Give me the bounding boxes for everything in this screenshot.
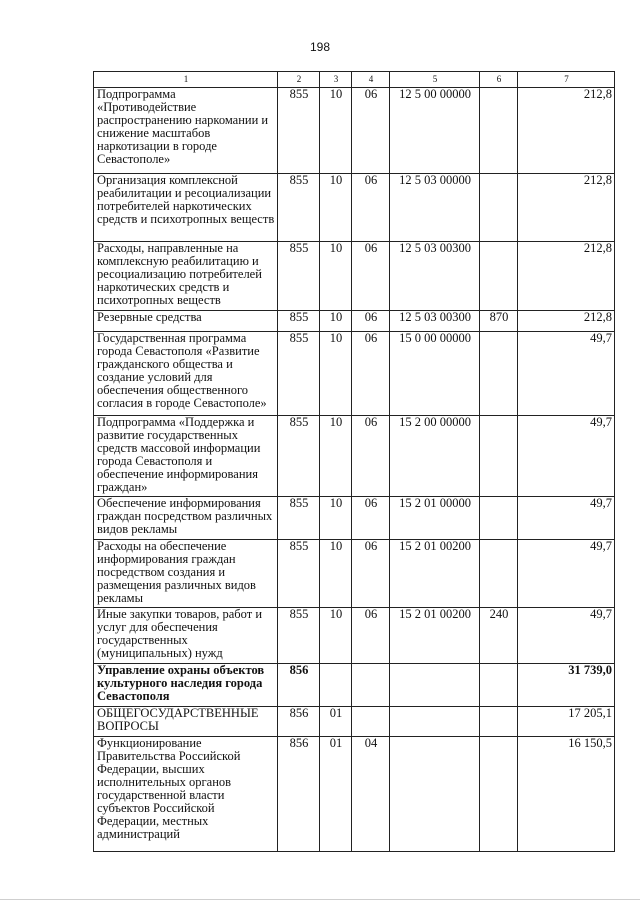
row-expense-type — [480, 416, 518, 497]
row-name: Иные закупки товаров, работ и услуг для обеспечения государственных (муниципальных) нужд — [94, 608, 278, 664]
page-number: 198 — [309, 40, 331, 54]
row-target-article: 12 5 00 00000 — [390, 88, 480, 174]
row-subsection: 06 — [352, 242, 390, 311]
row-target-article — [390, 664, 480, 707]
row-section: 10 — [320, 332, 352, 416]
row-name: Подпрограмма «Противодействие распространению наркомании и снижение масштабов наркотизации в городе Севастополе» — [94, 88, 278, 174]
row-target-article: 12 5 03 00000 — [390, 174, 480, 242]
row-subsection — [352, 664, 390, 707]
table-row — [94, 737, 615, 852]
table-row — [94, 664, 615, 707]
row-section: 01 — [320, 737, 352, 852]
row-name: Управление охраны объектов культурного наследия города Севастополя — [94, 664, 278, 707]
row-expense-type: 870 — [480, 311, 518, 332]
row-admin-code: 856 — [278, 707, 320, 737]
row-amount: 49,7 — [518, 332, 615, 416]
row-subsection: 06 — [352, 416, 390, 497]
row-target-article: 15 2 00 00000 — [390, 416, 480, 497]
row-amount: 49,7 — [518, 540, 615, 608]
row-subsection: 06 — [352, 497, 390, 540]
row-expense-type: 240 — [480, 608, 518, 664]
row-name: Государственная программа города Севастополя «Развитие гражданского общества и создание условий для обеспечения общественного согласия в городе Севастополе» — [94, 332, 278, 416]
row-admin-code: 855 — [278, 540, 320, 608]
table-row — [94, 497, 615, 540]
table-row — [94, 608, 615, 664]
row-admin-code: 855 — [278, 332, 320, 416]
budget-table — [93, 71, 615, 852]
row-name: Расходы на обеспечение информирования граждан посредством создания и размещения различных видов рекламы — [94, 540, 278, 608]
row-subsection — [352, 707, 390, 737]
row-amount: 16 150,5 — [518, 737, 615, 852]
table-row — [94, 88, 615, 174]
row-expense-type — [480, 664, 518, 707]
row-admin-code: 855 — [278, 88, 320, 174]
table-row — [94, 540, 615, 608]
row-section: 10 — [320, 311, 352, 332]
header-col-1: 1 — [94, 72, 278, 88]
row-subsection: 06 — [352, 608, 390, 664]
row-expense-type — [480, 540, 518, 608]
row-amount: 49,7 — [518, 608, 615, 664]
header-col-2: 2 — [278, 72, 320, 88]
row-target-article: 15 2 01 00000 — [390, 497, 480, 540]
row-section: 01 — [320, 707, 352, 737]
row-expense-type — [480, 242, 518, 311]
row-name: Резервные средства — [94, 311, 278, 332]
row-expense-type — [480, 88, 518, 174]
row-amount: 212,8 — [518, 174, 615, 242]
row-target-article — [390, 707, 480, 737]
row-admin-code: 855 — [278, 242, 320, 311]
row-admin-code: 856 — [278, 737, 320, 852]
row-section: 10 — [320, 497, 352, 540]
row-subsection: 06 — [352, 540, 390, 608]
row-section: 10 — [320, 174, 352, 242]
row-name: Подпрограмма «Поддержка и развитие государственных средств массовой информации города Севастополя и обеспечение информирования граждан» — [94, 416, 278, 497]
row-name: Функционирование Правительства Российской Федерации, высших исполнительных органов государственной власти субъектов Российской Федерации, местных администраций — [94, 737, 278, 852]
row-expense-type — [480, 737, 518, 852]
row-target-article: 15 2 01 00200 — [390, 540, 480, 608]
row-amount: 49,7 — [518, 497, 615, 540]
row-expense-type — [480, 174, 518, 242]
row-section: 10 — [320, 416, 352, 497]
row-expense-type — [480, 332, 518, 416]
row-admin-code: 855 — [278, 174, 320, 242]
row-target-article: 15 0 00 00000 — [390, 332, 480, 416]
row-subsection: 06 — [352, 174, 390, 242]
row-expense-type — [480, 497, 518, 540]
header-col-6: 6 — [480, 72, 518, 88]
table-row — [94, 707, 615, 737]
row-admin-code: 855 — [278, 608, 320, 664]
row-name: Расходы, направленные на комплексную реабилитацию и ресоциализацию потребителей наркотических средств и психотропных веществ — [94, 242, 278, 311]
table-row — [94, 332, 615, 416]
row-subsection: 04 — [352, 737, 390, 852]
row-admin-code: 855 — [278, 497, 320, 540]
row-target-article: 15 2 01 00200 — [390, 608, 480, 664]
header-row — [94, 72, 615, 88]
row-section: 10 — [320, 242, 352, 311]
table-row — [94, 242, 615, 311]
row-name: Обеспечение информирования граждан посредством различных видов рекламы — [94, 497, 278, 540]
row-expense-type — [480, 707, 518, 737]
row-amount: 212,8 — [518, 88, 615, 174]
row-amount: 212,8 — [518, 311, 615, 332]
table-row — [94, 174, 615, 242]
table-row — [94, 416, 615, 497]
row-admin-code: 856 — [278, 664, 320, 707]
row-target-article — [390, 737, 480, 852]
row-subsection: 06 — [352, 311, 390, 332]
row-amount: 17 205,1 — [518, 707, 615, 737]
row-section: 10 — [320, 608, 352, 664]
page-bottom-edge — [0, 899, 640, 900]
row-section: 10 — [320, 540, 352, 608]
row-name: ОБЩЕГОСУДАРСТВЕННЫЕ ВОПРОСЫ — [94, 707, 278, 737]
header-col-5: 5 — [390, 72, 480, 88]
row-subsection: 06 — [352, 88, 390, 174]
header-col-3: 3 — [320, 72, 352, 88]
row-subsection: 06 — [352, 332, 390, 416]
table-row — [94, 311, 615, 332]
row-name: Организация комплексной реабилитации и ресоциализации потребителей наркотических средств и психотропных веществ — [94, 174, 278, 242]
row-section — [320, 664, 352, 707]
row-amount: 49,7 — [518, 416, 615, 497]
row-admin-code: 855 — [278, 416, 320, 497]
row-admin-code: 855 — [278, 311, 320, 332]
header-col-7: 7 — [518, 72, 615, 88]
header-col-4: 4 — [352, 72, 390, 88]
row-amount: 212,8 — [518, 242, 615, 311]
row-target-article: 12 5 03 00300 — [390, 242, 480, 311]
row-amount: 31 739,0 — [518, 664, 615, 707]
row-section: 10 — [320, 88, 352, 174]
row-target-article: 12 5 03 00300 — [390, 311, 480, 332]
